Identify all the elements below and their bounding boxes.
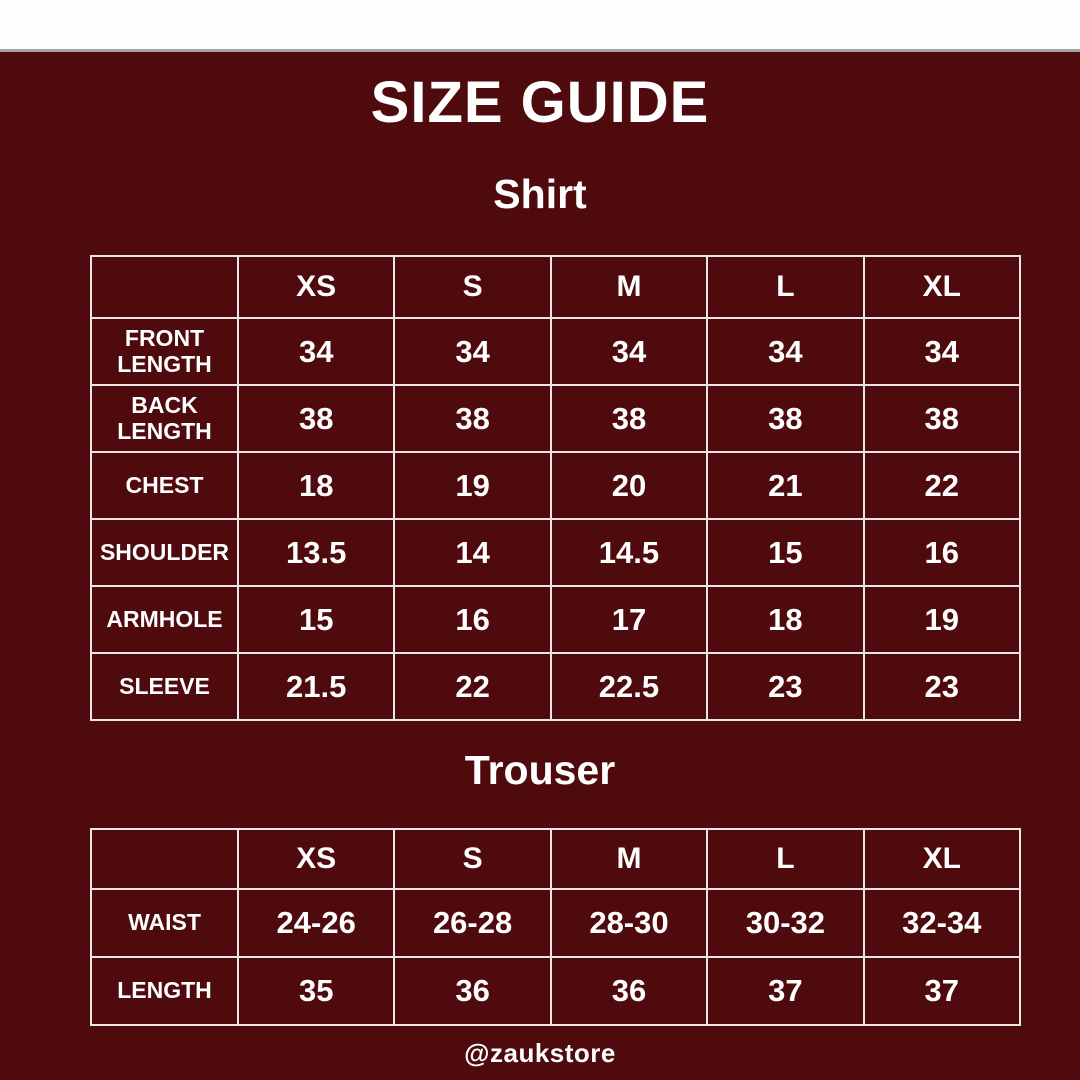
size-value-cell: 30-32 (707, 889, 863, 957)
table-row (91, 957, 1020, 1025)
measurement-label: FRONT LENGTH (91, 318, 238, 385)
table-row (91, 452, 1020, 519)
size-column-header: L (707, 256, 863, 318)
size-value-cell: 20 (551, 452, 707, 519)
page-title: SIZE GUIDE (370, 70, 710, 135)
size-value-cell: 22 (864, 452, 1020, 519)
table-row (91, 385, 1020, 452)
size-column-header: XL (864, 256, 1020, 318)
size-value-cell: 23 (864, 653, 1020, 720)
size-column-header: L (707, 829, 863, 889)
measurement-label: ARMHOLE (91, 586, 238, 653)
shirt-section-title: Shirt (493, 171, 587, 217)
size-value-cell: 21 (707, 452, 863, 519)
size-value-cell: 17 (551, 586, 707, 653)
size-value-cell: 32-34 (864, 889, 1020, 957)
table-row (91, 889, 1020, 957)
table-row (91, 318, 1020, 385)
size-value-cell: 34 (394, 318, 550, 385)
corner-cell (91, 256, 238, 318)
size-value-cell: 37 (707, 957, 863, 1025)
size-value-cell: 14 (394, 519, 550, 586)
size-column-header: S (394, 829, 550, 889)
size-value-cell: 38 (864, 385, 1020, 452)
size-column-header: XS (238, 256, 394, 318)
watermark-handle: @zaukstore (464, 1038, 616, 1068)
size-value-cell: 38 (707, 385, 863, 452)
size-value-cell: 15 (238, 586, 394, 653)
size-value-cell: 34 (864, 318, 1020, 385)
size-value-cell: 18 (238, 452, 394, 519)
size-column-header: XS (238, 829, 394, 889)
size-value-cell: 19 (394, 452, 550, 519)
shirt-size-table (90, 255, 1021, 721)
measurement-label: LENGTH (91, 957, 238, 1025)
size-value-cell: 34 (551, 318, 707, 385)
size-value-cell: 28-30 (551, 889, 707, 957)
size-value-cell: 13.5 (238, 519, 394, 586)
size-value-cell: 35 (238, 957, 394, 1025)
size-value-cell: 38 (238, 385, 394, 452)
size-value-cell: 16 (864, 519, 1020, 586)
size-value-cell: 23 (707, 653, 863, 720)
size-value-cell: 38 (551, 385, 707, 452)
top-white-strip (0, 0, 1080, 52)
measurement-label: BACK LENGTH (91, 385, 238, 452)
size-value-cell: 36 (551, 957, 707, 1025)
trouser-section-title: Trouser (464, 747, 616, 793)
size-header-row (91, 829, 1020, 889)
size-value-cell: 14.5 (551, 519, 707, 586)
size-value-cell: 37 (864, 957, 1020, 1025)
size-value-cell: 26-28 (394, 889, 550, 957)
size-value-cell: 21.5 (238, 653, 394, 720)
size-value-cell: 36 (394, 957, 550, 1025)
size-column-header: XL (864, 829, 1020, 889)
measurement-label: WAIST (91, 889, 238, 957)
size-value-cell: 38 (394, 385, 550, 452)
size-header-row (91, 256, 1020, 318)
size-value-cell: 34 (238, 318, 394, 385)
size-value-cell: 24-26 (238, 889, 394, 957)
size-value-cell: 18 (707, 586, 863, 653)
table-row (91, 586, 1020, 653)
size-value-cell: 34 (707, 318, 863, 385)
size-column-header: S (394, 256, 550, 318)
size-column-header: M (551, 256, 707, 318)
table-row (91, 519, 1020, 586)
size-value-cell: 22 (394, 653, 550, 720)
size-column-header: M (551, 829, 707, 889)
measurement-label: SHOULDER (91, 519, 238, 586)
size-value-cell: 15 (707, 519, 863, 586)
size-value-cell: 16 (394, 586, 550, 653)
corner-cell (91, 829, 238, 889)
measurement-label: CHEST (91, 452, 238, 519)
table-row (91, 653, 1020, 720)
size-value-cell: 22.5 (551, 653, 707, 720)
measurement-label: SLEEVE (91, 653, 238, 720)
trouser-size-table (90, 828, 1021, 1026)
size-value-cell: 19 (864, 586, 1020, 653)
